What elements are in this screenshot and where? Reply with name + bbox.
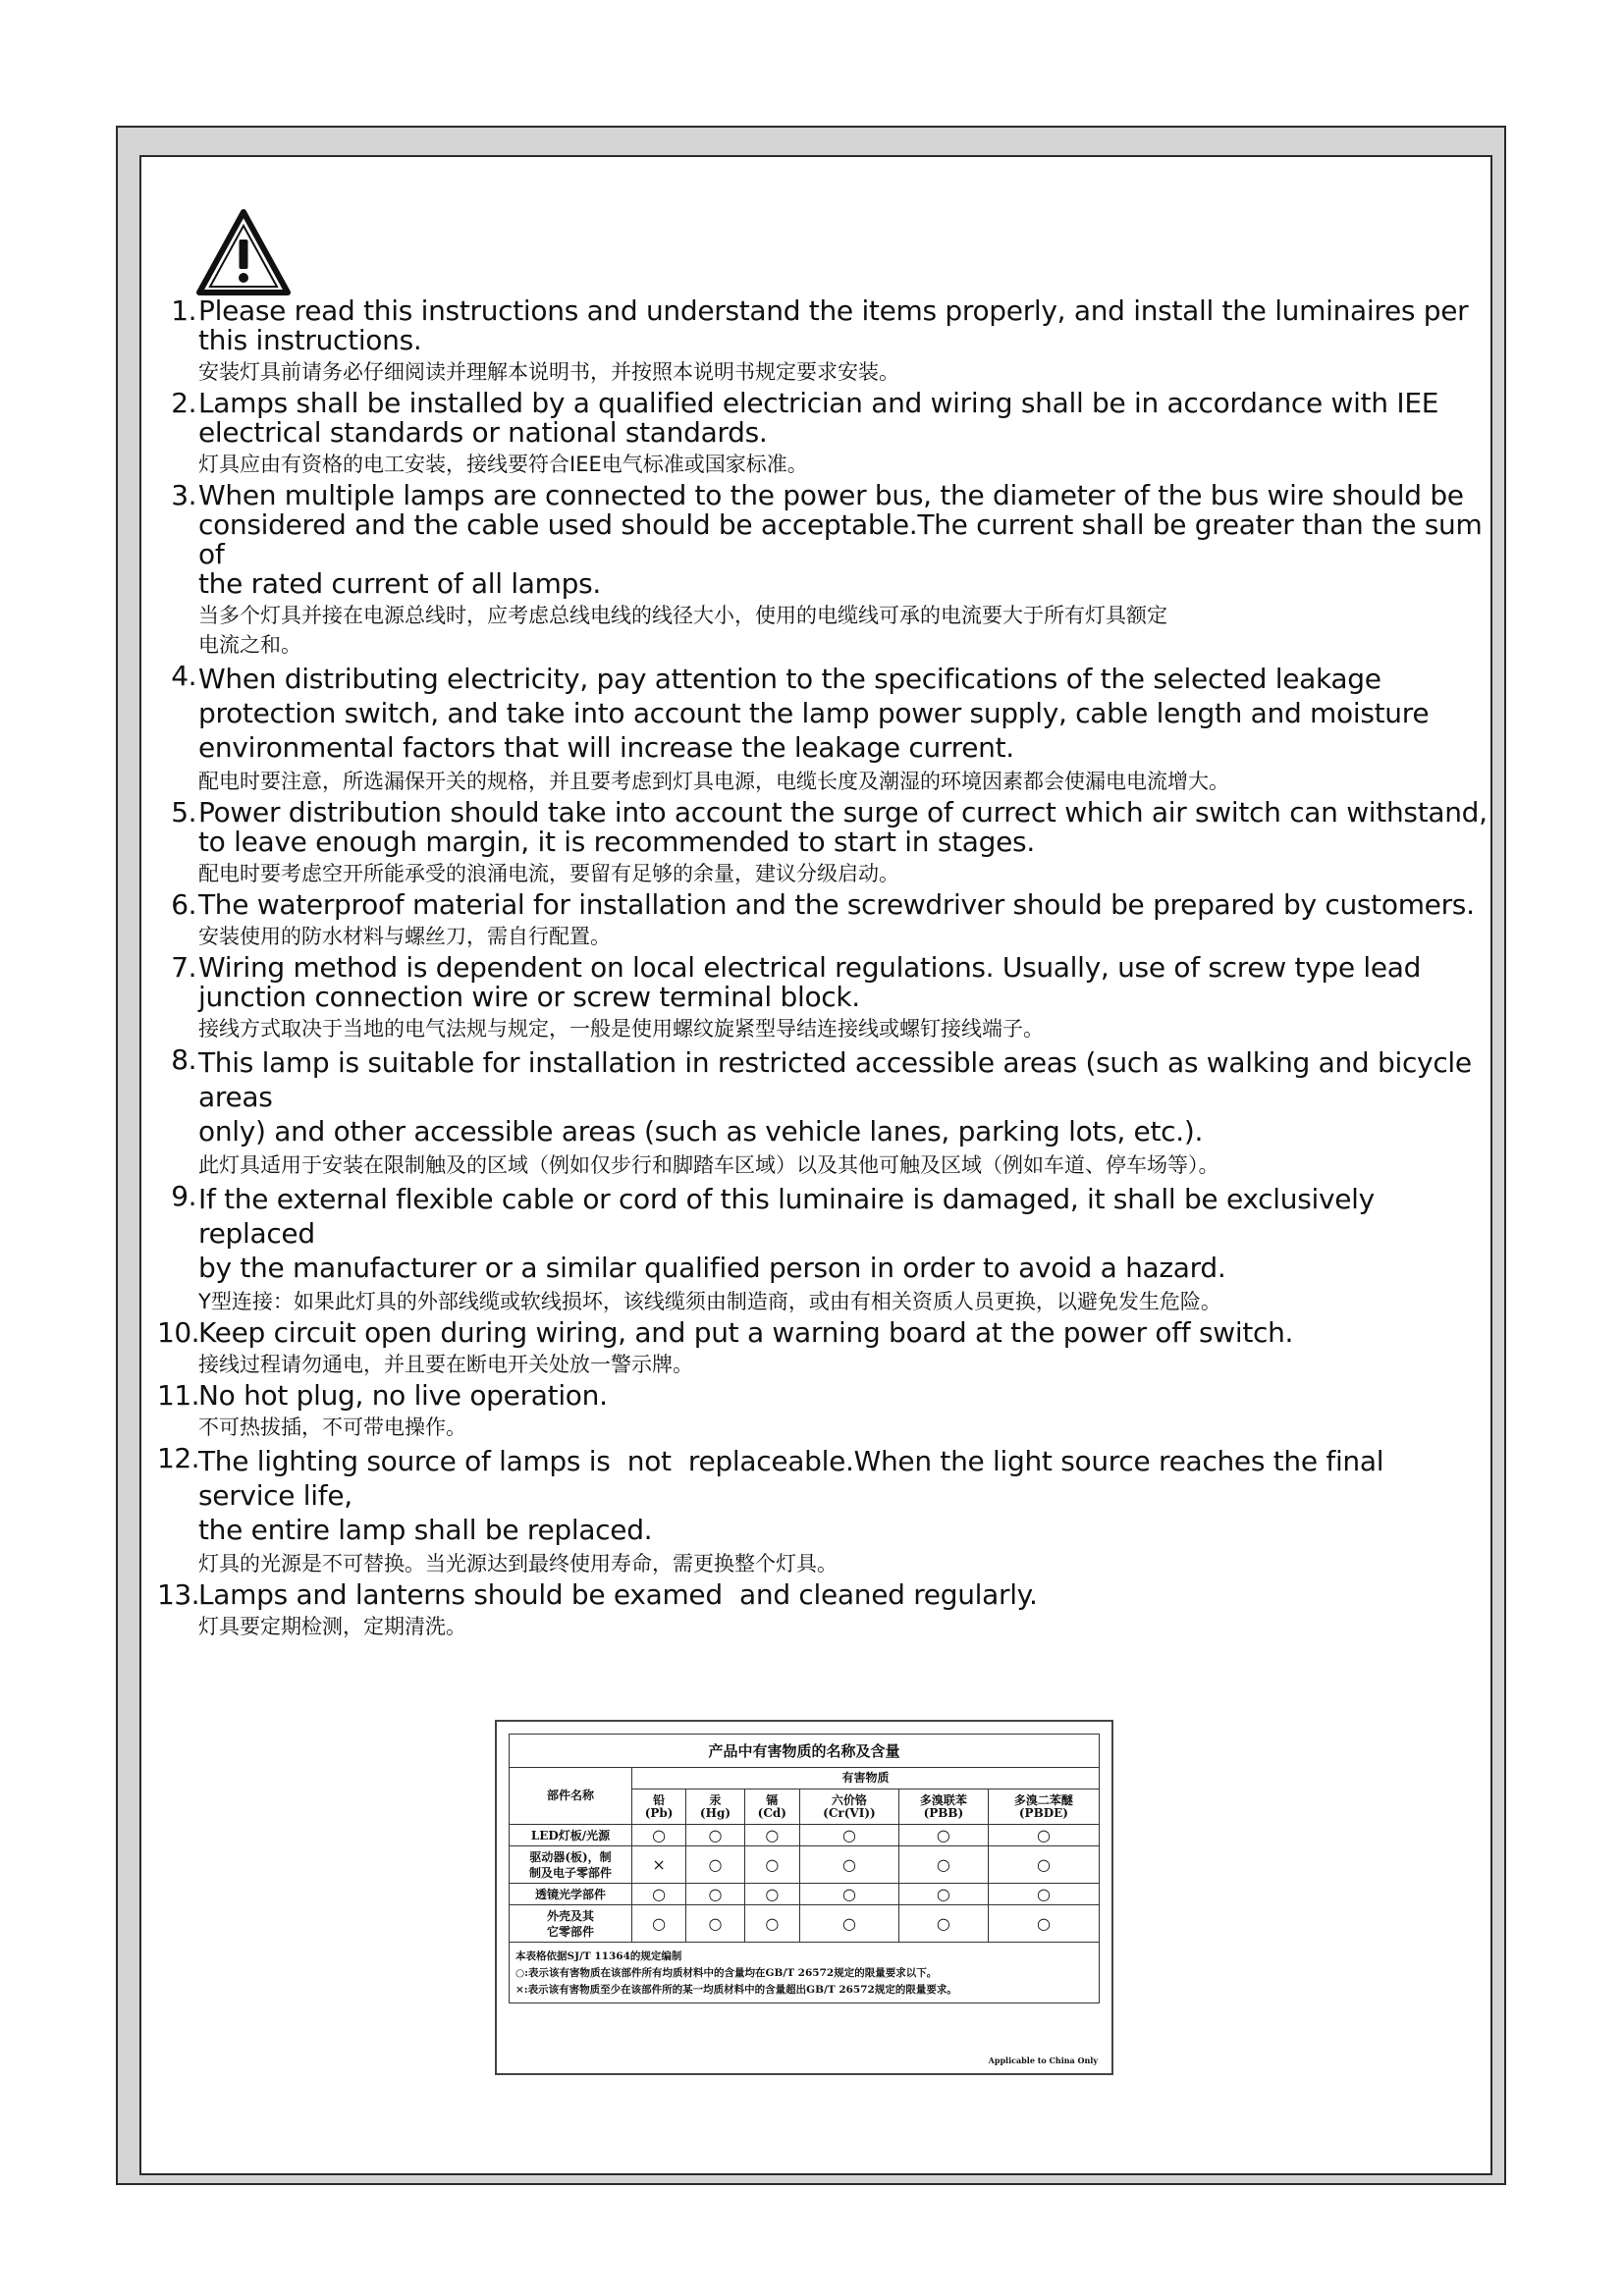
- item-number: 11.: [157, 1379, 200, 1412]
- instruction-item: [157, 1381, 1488, 1442]
- item-body: [196, 1580, 1488, 1641]
- item-body: [196, 890, 1488, 951]
- item-text-en: Lamps and lanterns should be examed and cleaned regularly.: [198, 1578, 1038, 1611]
- substance-mark: ○: [988, 1884, 1099, 1905]
- item-text-en: Please read this instructions and understand the items properly, and install the luminaires per this instructions.: [198, 294, 1469, 356]
- substance-mark: ○: [744, 1825, 799, 1846]
- item-text-zh: Y型连接：如果此灯具的外部线缆或软线损坏，该线缆须由制造商，或由有相关资质人员更换，以避免发生危险。: [198, 1290, 1221, 1313]
- item-text-zh: 安装灯具前请务必仔细阅读并理解本说明书，并按照本说明书规定要求安装。: [198, 360, 899, 384]
- substance-mark: ○: [988, 1905, 1099, 1943]
- substance-mark: ○: [898, 1825, 988, 1846]
- substance-header: 多溴二苯醚 (PBDE): [988, 1789, 1099, 1825]
- item-body: [196, 1444, 1488, 1578]
- item-text-en: Lamps shall be installed by a qualified electrician and wiring shall be in accordance with IEE electrical standards or national standards.: [198, 387, 1439, 449]
- instruction-item: [157, 798, 1488, 888]
- instruction-item: [157, 1318, 1488, 1379]
- item-number: 3.: [171, 479, 196, 511]
- substance-header: 铅 (Pb): [632, 1789, 686, 1825]
- item-body: [196, 1381, 1488, 1442]
- part-name: 外壳及其 它零部件: [510, 1905, 632, 1943]
- item-text-zh: 接线方式取决于当地的电气法规与规定，一般是使用螺纹旋紧型导结连接线或螺钉接线端子。: [198, 1017, 1044, 1041]
- item-text-en: No hot plug, no live operation.: [198, 1379, 608, 1412]
- item-number: 13.: [157, 1578, 200, 1611]
- item-text-en: Keep circuit open during wiring, and put a warning board at the power off switch.: [198, 1316, 1294, 1349]
- substance-mark: ○: [988, 1846, 1099, 1884]
- substance-mark: ○: [744, 1846, 799, 1884]
- substance-mark: ○: [898, 1846, 988, 1884]
- item-number: 5.: [171, 796, 196, 828]
- substance-header: 多溴联苯 (PBB): [898, 1789, 988, 1825]
- item-body: [196, 1318, 1488, 1379]
- substance-mark: ○: [632, 1884, 686, 1905]
- item-number: 7.: [171, 951, 196, 984]
- substance-mark: ○: [686, 1825, 745, 1846]
- item-text-en: The lighting source of lamps is not replaceable.When the light source reaches the final service life, the entire lamp shall be replaced.: [198, 1445, 1384, 1546]
- item-number: 1.: [171, 294, 196, 327]
- substance-mark: ○: [898, 1884, 988, 1905]
- item-text-zh: 不可热拔插，不可带电操作。: [198, 1415, 466, 1439]
- hazard-table-notes: [509, 1943, 1100, 2003]
- item-body: [196, 662, 1488, 796]
- item-text-zh: 灯具的光源是不可替换。当光源达到最终使用寿命，需更换整个灯具。: [198, 1552, 838, 1575]
- item-text-en: If the external flexible cable or cord of this luminaire is damaged, it shall be exclusively replaced by the manufacturer or a similar qualified person in order to avoid a hazard.: [198, 1183, 1375, 1284]
- instruction-item: [157, 1580, 1488, 1641]
- item-number: 4.: [171, 660, 196, 692]
- table-note: ○:表示该有害物质在该部件所有均质材料中的含量均在GB/T 26572规定的限量要求以下。: [515, 1967, 938, 1979]
- hazardous-substance-label: [495, 1720, 1113, 2075]
- item-body: [196, 481, 1488, 660]
- substance-mark: ○: [799, 1825, 898, 1846]
- instruction-item: [157, 481, 1488, 660]
- substance-mark: ○: [632, 1905, 686, 1943]
- item-number: 12.: [157, 1442, 200, 1474]
- substance-mark: ○: [799, 1884, 898, 1905]
- item-body: [196, 953, 1488, 1043]
- item-number: 2.: [171, 387, 196, 419]
- applicable-note: Applicable to China Only: [988, 2056, 1098, 2065]
- item-number: 10.: [157, 1316, 200, 1349]
- substance-header: 镉 (Cd): [744, 1789, 799, 1825]
- item-text-zh: 灯具要定期检测，定期清洗。: [198, 1615, 466, 1638]
- item-body: [196, 296, 1488, 387]
- item-text-en: The waterproof material for installation and the screwdriver should be prepared by customers.: [198, 888, 1475, 921]
- instruction-item: [157, 1182, 1488, 1316]
- instruction-item: [157, 662, 1488, 796]
- item-text-zh: 配电时要考虑空开所能承受的浪涌电流，要留有足够的余量，建议分级启动。: [198, 862, 899, 885]
- part-name: 驱动器(板)，制 制及电子零部件: [510, 1846, 632, 1884]
- instruction-item: [157, 296, 1488, 387]
- substance-mark: ○: [632, 1825, 686, 1846]
- hazard-table: [509, 1767, 1100, 1943]
- table-row: [510, 1846, 1100, 1884]
- instruction-list: [157, 296, 1488, 1643]
- item-text-en: Wiring method is dependent on local electrical regulations. Usually, use of screw type lead junction connection wire or screw terminal block.: [198, 951, 1422, 1013]
- hazard-table-title: 产品中有害物质的名称及含量: [509, 1734, 1100, 1767]
- substance-mark: ○: [799, 1846, 898, 1884]
- item-text-zh: 配电时要注意，所选漏保开关的规格，并且要考虑到灯具电源，电缆长度及潮湿的环境因素都会使漏电电流增大。: [198, 770, 1229, 793]
- substance-mark: ×: [632, 1846, 686, 1884]
- table-row: [510, 1884, 1100, 1905]
- instruction-item: [157, 389, 1488, 479]
- instruction-item: [157, 890, 1488, 951]
- table-note: ×:表示该有害物质至少在该部件所的某一均质材料中的含量超出GB/T 26572规定的限量要求。: [515, 1984, 957, 1996]
- substance-header: 汞 (Hg): [686, 1789, 745, 1825]
- item-number: 9.: [171, 1180, 196, 1212]
- item-body: [196, 798, 1488, 888]
- substance-mark: ○: [744, 1884, 799, 1905]
- substance-header: 六价铬 (Cr(VI)): [799, 1789, 898, 1825]
- substance-mark: ○: [799, 1905, 898, 1943]
- substance-group-header: 有害物质: [632, 1768, 1100, 1789]
- item-body: [196, 1182, 1488, 1316]
- substance-mark: ○: [686, 1884, 745, 1905]
- item-text-zh: 接线过程请勿通电，并且要在断电开关处放一警示牌。: [198, 1353, 693, 1376]
- instruction-item: [157, 1045, 1488, 1180]
- item-text-en: Power distribution should take into account the surge of currect which air switch can withstand, to leave enough margin, it is recommended to start in stages.: [198, 796, 1488, 858]
- item-text-en: When distributing electricity, pay attention to the specifications of the selected leakage protection switch, and take into account the lamp power supply, cable length and moisture environmental factors that will increase the leakage current.: [198, 663, 1430, 764]
- table-row: [510, 1905, 1100, 1943]
- substance-mark: ○: [988, 1825, 1099, 1846]
- part-name: 透镜光学部件: [510, 1884, 632, 1905]
- item-text-zh: 灯具应由有资格的电工安装，接线要符合IEE电气标准或国家标准。: [198, 453, 808, 476]
- item-text-zh: 安装使用的防水材料与螺丝刀，需自行配置。: [198, 925, 611, 948]
- table-note: 本表格依据SJ/T 11364的规定编制: [515, 1950, 682, 1962]
- item-body: [196, 1045, 1488, 1180]
- substance-mark: ○: [898, 1905, 988, 1943]
- item-text-zh: 此灯具适用于安装在限制触及的区域（例如仅步行和脚踏车区域）以及其他可触及区域（例如车道、停车场等）。: [198, 1153, 1219, 1177]
- instruction-item: [157, 953, 1488, 1043]
- table-row: [510, 1825, 1100, 1846]
- substance-mark: ○: [686, 1905, 745, 1943]
- item-number: 6.: [171, 888, 196, 921]
- substance-mark: ○: [744, 1905, 799, 1943]
- warning-icon: [196, 208, 291, 296]
- instruction-item: [157, 1444, 1488, 1578]
- part-name: LED灯板/光源: [510, 1825, 632, 1846]
- item-text-zh: 当多个灯具并接在电源总线时，应考虑总线电线的线径大小，使用的电缆线可承的电流要大于所有灯具额定 电流之和。: [198, 604, 1167, 657]
- part-header: 部件名称: [510, 1768, 632, 1825]
- item-text-en: When multiple lamps are connected to the power bus, the diameter of the bus wire should be considered and the cable used should be acceptable.The current shall be greater than the sum of the rated current of all lamps.: [198, 479, 1483, 600]
- item-body: [196, 389, 1488, 479]
- substance-mark: ○: [686, 1846, 745, 1884]
- item-number: 8.: [171, 1043, 196, 1076]
- item-text-en: This lamp is suitable for installation in restricted accessible areas (such as walking and bicycle areas only) and other accessible areas (such as vehicle lanes, parking lots, etc.).: [198, 1046, 1472, 1148]
